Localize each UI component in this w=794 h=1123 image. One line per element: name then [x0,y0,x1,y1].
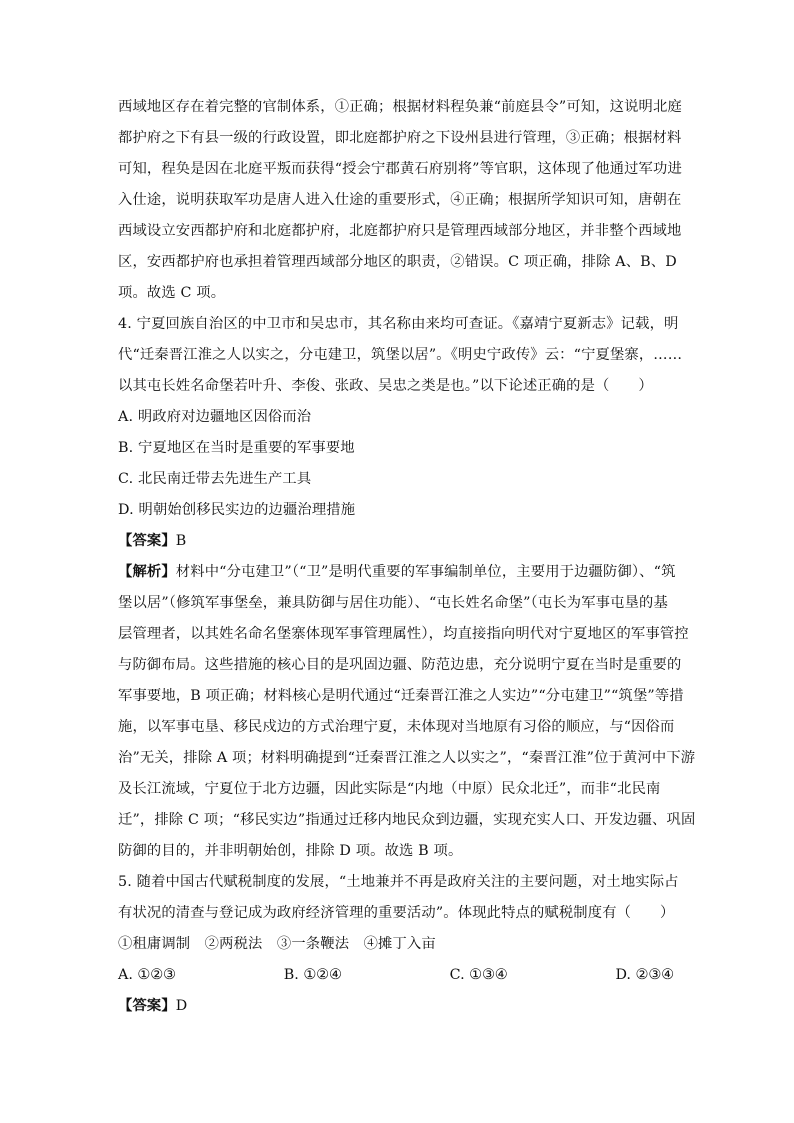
choice-row [118,960,674,991]
analysis-line: 防御的目的，并非明朝始创，排除 D 项。故选 B 项。 [118,843,463,859]
analysis-line: 及长江流域，宁夏位于北方边疆，因此实际是“内地（中原）民众北迁”，而非“北民南 [118,781,661,797]
question-4 [118,309,696,867]
text-line: 可知，程奂是因在北庭平叛而获得“授会宁郡黄石府别将”等官职，这体现了他通过军功进 [118,161,682,177]
analysis-line: 军事要地，B 项正确；材料核心是明代通过“迁秦晋江淮之人实边”“分屯建卫”“筑堡”等措 [118,688,684,704]
option-d: D. 明朝始创移民实边的边疆治理措施 [118,502,356,518]
document-page [118,92,696,1022]
choice-c: C. ①③④ [449,967,508,983]
option-b: B. 宁夏地区在当时是重要的军事要地 [118,440,355,456]
analysis-line: 迁”，排除 C 项；“移民实边”指通过迁移内地民众到边疆，实现充实人口、开发边疆、巩固 [118,812,696,828]
answer-line [118,526,678,557]
answer-label: 【答案】 [118,533,176,549]
analysis-line: 治”无关，排除 A 项；材料明确提到“迁秦晋江淮之人以实之”，“秦晋江淮”位于黄河中下游 [118,750,696,766]
question-stem-line: 有状况的清查与登记成为政府经济管理的重要活动”。体现此特点的赋税制度有（ ） [118,905,675,921]
analysis-text: 材料中“分屯建卫”（“卫”是明代重要的军事编制单位，主要用于边疆防御）、“筑 [175,564,676,580]
answer-value: D [175,998,188,1014]
choice-b: B. ①②④ [283,967,342,983]
text-line: 入仕途，说明获取军功是唐人进入仕途的重要形式，④正确；根据所学知识可知，唐朝在 [118,192,682,208]
text-line: 项。故选 C 项。 [118,285,226,301]
question-stem-line: 代“迁秦晋江淮之人以实之，分屯建卫，筑堡以居”。《明史宁政传》云：“宁夏堡寨，…… [118,347,683,363]
q3-analysis-continuation [118,92,682,309]
analysis-line: 堡以居”（修筑军事堡垒，兼具防御与居住功能）、“屯长姓名命堡”（屯长为军事屯垦的基 [118,595,668,611]
analysis-line: 与防御布局。这些措施的核心目的是巩固边疆、防范边患，充分说明宁夏在当时是重要的 [118,657,682,673]
option-a: A. 明政府对边疆地区因俗而治 [118,409,312,425]
question-stem-line: 5. 随着中国古代赋税制度的发展，“土地兼并不再是政府关注的主要问题，对土地实际占 [118,874,679,890]
text-line: 都护府之下有县一级的行政设置，即北庭都护府之下设州县进行管理，③正确；根据材料 [118,130,682,146]
answer-value: B [175,533,187,549]
analysis-line: 层管理者，以其姓名命名堡寨体现军事管理属性），均直接指向明代对宁夏地区的军事管控 [118,626,689,642]
text-line: 区，安西都护府也承担着管理西域部分地区的职责，②错误。C 项正确，排除 A、B、D [118,254,677,270]
analysis-label: 【解析】 [118,564,176,580]
answer-line [118,991,678,1022]
answer-label: 【答案】 [118,998,176,1014]
question-stem-line: 以其屯长姓名命堡若叶升、李俊、张政、吴忠之类是也。”以下论述正确的是（ ） [118,378,653,394]
text-line: 西域设立安西都护府和北庭都护府，北庭都护府只是管理西域部分地区，并非整个西域地 [118,223,682,239]
analysis-line [118,557,678,588]
option-c: C. 北民南迁带去先进生产工具 [118,471,312,487]
text-line: 西域地区存在着完整的官制体系，①正确；根据材料程奂兼“前庭县令”可知，这说明北庭 [118,99,682,115]
question-5 [118,867,678,1022]
analysis-line: 施，以军事屯垦、移民戍边的方式治理宁夏，未体现对当地原有习俗的顺应，与“因俗而 [118,719,675,735]
choice-d: D. ②③④ [615,967,674,983]
numbered-items-line: ①租庸调制 ②两税法 ③一条鞭法 ④摊丁入亩 [118,936,436,952]
choice-a: A. ①②③ [118,967,176,983]
question-stem-line: 4. 宁夏回族自治区的中卫市和吴忠市，其名称由来均可查证。《嘉靖宁夏新志》记载，明 [118,316,679,332]
